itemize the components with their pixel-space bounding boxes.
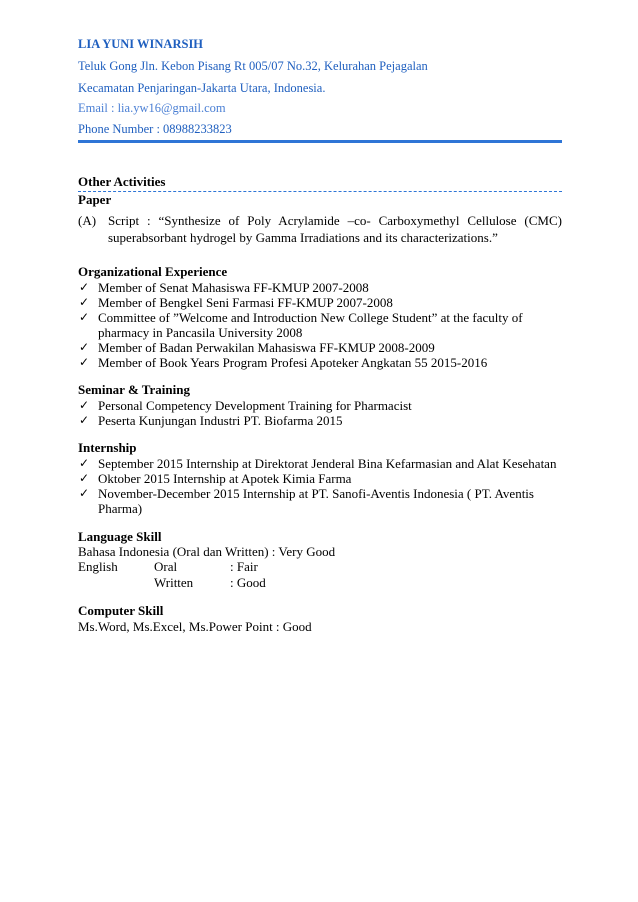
internship-heading: Internship — [78, 440, 137, 455]
written-label: Written — [154, 575, 194, 590]
email-line: Email : lia.yw16@gmail.com — [78, 101, 226, 115]
list-item: ✓ Member of Senat Mahasiswa FF-KMUP 2007-2008 — [79, 280, 369, 295]
oral-value: : Fair — [230, 559, 258, 574]
paper-heading: Paper — [78, 192, 112, 207]
check-icon: ✓ — [79, 355, 90, 369]
check-icon: ✓ — [79, 456, 90, 470]
phone-line: Phone Number : 08988233823 — [78, 122, 232, 136]
internship-list — [78, 456, 562, 516]
header-divider — [78, 140, 562, 143]
organizational-heading: Organizational Experience — [78, 264, 228, 279]
list-item: ✓ Peserta Kunjungan Industri PT. Biofarma 2015 — [79, 413, 343, 428]
check-icon: ✓ — [79, 398, 90, 412]
list-item: ✓ Oktober 2015 Internship at Apotek Kimia Farma — [79, 471, 352, 486]
paper-text: Script : “Synthesize of Poly Acrylamide –co- Carboxymethyl Cellulose (CMC) superabsorbant hydrogel by Gamma Irradiations and its characterizations.” — [108, 213, 562, 245]
check-icon: ✓ — [79, 280, 90, 294]
list-item: ✓ November-December 2015 Internship at PT. Sanofi-Aventis Indonesia ( PT. Aventis Pharma) — [79, 486, 534, 516]
list-item: ✓ Committee of ”Welcome and Introduction New College Student” at the faculty of pharmacy in Pancasila University 2008 — [79, 310, 523, 340]
list-item: ✓ Member of Book Years Program Profesi Apoteker Angkatan 55 2015-2016 — [79, 355, 488, 370]
seminar-list — [78, 398, 562, 428]
check-icon: ✓ — [79, 486, 90, 500]
list-item: ✓ September 2015 Internship at Direktorat Jenderal Bina Kefarmasian and Alat Kesehatan — [79, 456, 557, 471]
computer-heading: Computer Skill — [78, 603, 164, 618]
organizational-list — [78, 280, 562, 370]
seminar-heading: Seminar & Training — [78, 382, 190, 397]
check-icon: ✓ — [79, 310, 90, 324]
check-icon: ✓ — [79, 471, 90, 485]
computer-skill-text: Ms.Word, Ms.Excel, Ms.Power Point : Good — [78, 619, 312, 634]
paper-label: (A) — [78, 213, 97, 228]
oral-label: Oral — [154, 559, 178, 574]
check-icon: ✓ — [79, 340, 90, 354]
language-heading: Language Skill — [78, 529, 162, 544]
section-title-other-activities: Other Activities — [78, 174, 562, 192]
list-item: ✓ Member of Bengkel Seni Farmasi FF-KMUP 2007-2008 — [79, 295, 393, 310]
language-english-written-row — [78, 575, 378, 592]
check-icon: ✓ — [79, 295, 90, 309]
language-english-oral-row — [78, 559, 378, 576]
written-value: : Good — [230, 575, 266, 590]
paper-entry — [78, 212, 562, 246]
address-line-2: Kecamatan Penjaringan-Jakarta Utara, Indonesia. — [78, 81, 326, 95]
language-indonesia: Bahasa Indonesia (Oral dan Written) : Very Good — [78, 544, 336, 559]
check-icon: ✓ — [79, 413, 90, 427]
english-label: English — [78, 559, 118, 574]
candidate-name: LIA YUNI WINARSIH — [78, 37, 204, 51]
list-item: ✓ Personal Competency Development Training for Pharmacist — [79, 398, 412, 413]
address-line-1: Teluk Gong Jln. Kebon Pisang Rt 005/07 No.32, Kelurahan Pejagalan — [78, 59, 428, 73]
list-item: ✓ Member of Badan Perwakilan Mahasiswa FF-KMUP 2008-2009 — [79, 340, 435, 355]
